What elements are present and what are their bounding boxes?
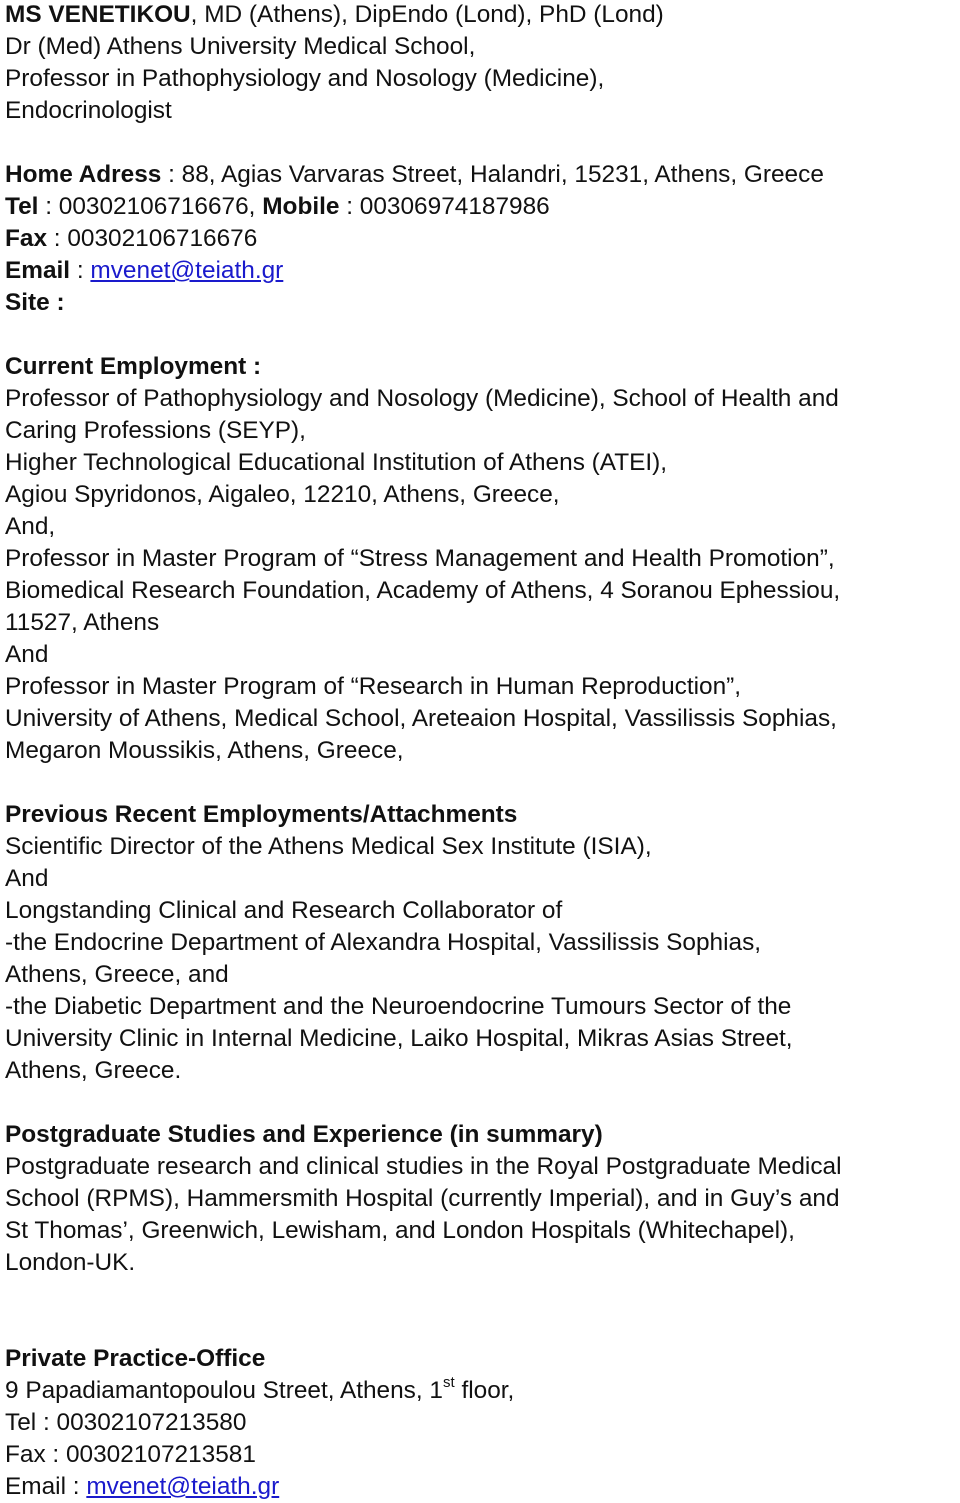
- header-line: Dr (Med) Athens University Medical School,: [5, 33, 476, 60]
- current-employment-line: Caring Professions (SEYP),: [5, 417, 306, 444]
- current-employment-line: Agiou Spyridonos, Aigaleo, 12210, Athens, Greece,: [5, 481, 560, 508]
- postgraduate-heading: Postgraduate Studies and Experience (in summary): [5, 1121, 603, 1148]
- spacer: [5, 767, 960, 799]
- previous-employment-line: University Clinic in Internal Medicine, Laiko Hospital, Mikras Asias Street,: [5, 1025, 793, 1052]
- email-separator: :: [70, 257, 91, 284]
- current-employment-line: And,: [5, 513, 56, 540]
- person-name: MS VENETIKOU: [5, 1, 191, 28]
- home-address-label: Home Adress: [5, 161, 162, 188]
- practice-address-line: [5, 1375, 960, 1407]
- current-employment-line: Higher Technological Educational Institution of Athens (ATEI),: [5, 449, 668, 476]
- ordinal-suffix: st: [443, 1374, 455, 1391]
- fax-label: Fax: [5, 225, 48, 252]
- postgraduate-line: Postgraduate research and clinical studies in the Royal Postgraduate Medical: [5, 1153, 842, 1180]
- person-degrees: , MD (Athens), DipEndo (Lond), PhD (Lond): [190, 1, 664, 28]
- mobile-label: Mobile: [262, 193, 340, 220]
- header-line: Endocrinologist: [5, 97, 172, 124]
- tel-value: : 00302106716676,: [38, 193, 263, 220]
- mobile-value: : 00306974187986: [339, 193, 550, 220]
- practice-email-line: [5, 1471, 960, 1503]
- fax-line: [5, 223, 960, 255]
- previous-employment-line: -the Diabetic Department and the Neuroendocrine Tumours Sector of the: [5, 993, 792, 1020]
- spacer: [5, 319, 960, 351]
- current-employment-line: University of Athens, Medical School, Areteaion Hospital, Vassilissis Sophias,: [5, 705, 837, 732]
- practice-fax: Fax : 00302107213581: [5, 1441, 256, 1468]
- tel-mobile-line: [5, 191, 960, 223]
- current-employment-line: And: [5, 641, 49, 668]
- private-practice-heading: Private Practice-Office: [5, 1345, 266, 1372]
- practice-tel: Tel : 00302107213580: [5, 1409, 247, 1436]
- postgraduate-line: School (RPMS), Hammersmith Hospital (currently Imperial), and in Guy’s and: [5, 1185, 840, 1212]
- email-label: Email: [5, 257, 71, 284]
- current-employment-line: Professor of Pathophysiology and Nosology (Medicine), School of Health and: [5, 385, 839, 412]
- spacer: [5, 1279, 960, 1343]
- current-employment-line: Professor in Master Program of “Stress Management and Health Promotion”,: [5, 545, 835, 572]
- practice-email-link[interactable]: mvenet@teiath.gr: [86, 1473, 280, 1500]
- current-employment-line: Biomedical Research Foundation, Academy of Athens, 4 Soranou Ephessiou,: [5, 577, 841, 604]
- current-employment-heading: Current Employment :: [5, 353, 262, 380]
- practice-floor: floor,: [454, 1377, 515, 1404]
- email-link[interactable]: mvenet@teiath.gr: [90, 257, 284, 284]
- previous-employment-line: And: [5, 865, 49, 892]
- current-employment-line: Professor in Master Program of “Research in Human Reproduction”,: [5, 673, 742, 700]
- fax-value: : 00302106716676: [47, 225, 258, 252]
- previous-employment-line: -the Endocrine Department of Alexandra Hospital, Vassilissis Sophias,: [5, 929, 762, 956]
- previous-employment-line: Longstanding Clinical and Research Collaborator of: [5, 897, 563, 924]
- postgraduate-line: St Thomas’, Greenwich, Lewisham, and London Hospitals (Whitechapel),: [5, 1217, 795, 1244]
- spacer: [5, 1087, 960, 1119]
- previous-employment-line: Scientific Director of the Athens Medical Sex Institute (ISIA),: [5, 833, 652, 860]
- previous-employment-line: Athens, Greece.: [5, 1057, 182, 1084]
- name-line: [5, 0, 960, 31]
- spacer: [5, 127, 960, 159]
- home-address-line: [5, 159, 960, 191]
- header-line: Professor in Pathophysiology and Nosology (Medicine),: [5, 65, 605, 92]
- tel-label: Tel: [5, 193, 39, 220]
- previous-employment-heading: Previous Recent Employments/Attachments: [5, 801, 518, 828]
- practice-address: 9 Papadiamantopoulou Street, Athens, 1: [5, 1377, 443, 1404]
- practice-email-label: Email :: [5, 1473, 87, 1500]
- email-line: [5, 255, 960, 287]
- current-employment-line: 11527, Athens: [5, 609, 160, 636]
- site-label: Site :: [5, 289, 65, 316]
- postgraduate-line: London-UK.: [5, 1249, 136, 1276]
- home-address-value: : 88, Agias Varvaras Street, Halandri, 15231, Athens, Greece: [161, 161, 824, 188]
- current-employment-line: Megaron Moussikis, Athens, Greece,: [5, 737, 404, 764]
- previous-employment-line: Athens, Greece, and: [5, 961, 229, 988]
